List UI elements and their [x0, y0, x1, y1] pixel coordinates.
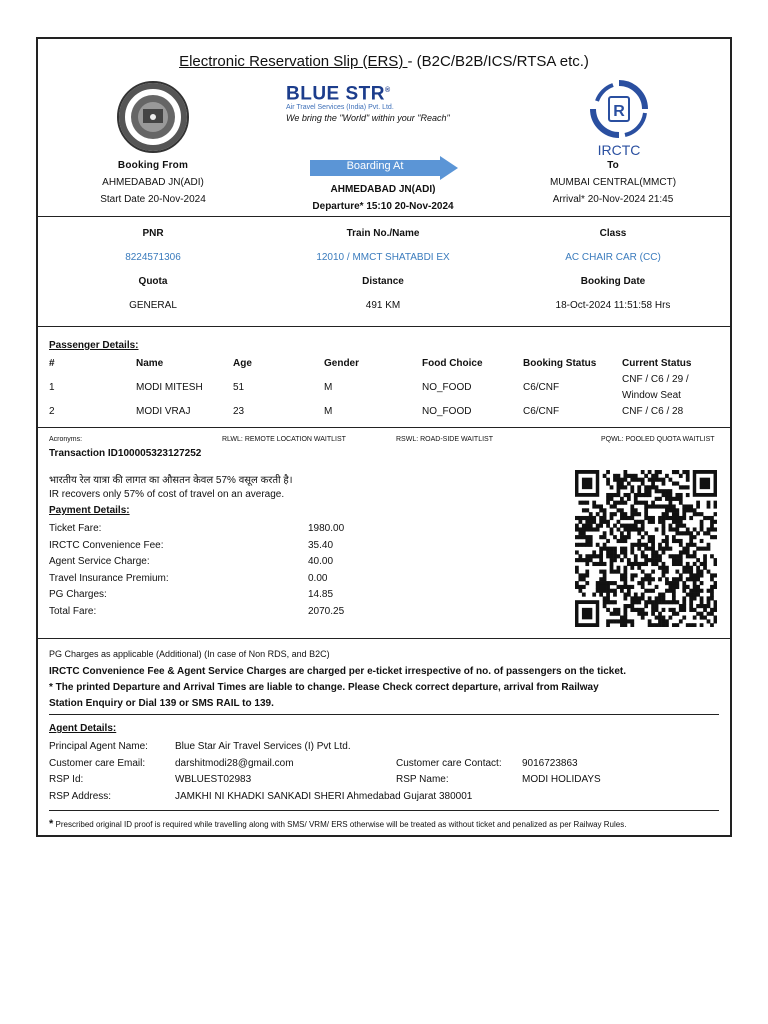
col-booking-status: Booking Status — [523, 358, 597, 369]
bluestar-name-tail: R — [370, 83, 386, 105]
bluestar-tagline: We bring the "World" within your "Reach" — [286, 113, 450, 124]
times-note-1: * The printed Departure and Arrival Times are liable to change. Please Check correct departure, arrival from Railway — [49, 682, 599, 693]
hindi-note: भारतीय रेल यात्रा की लागत का औसतन केवल 57% वसूल करती है। — [49, 475, 293, 486]
distance-value: 491 KM — [365, 300, 401, 311]
train-block — [273, 222, 493, 318]
class-value: AC CHAIR CAR (CC) — [565, 252, 661, 263]
contact-label: Customer care Contact: — [396, 757, 502, 769]
passenger-age: 51 — [233, 382, 245, 393]
col-name: Name — [136, 358, 164, 369]
passenger-food: NO_FOOD — [422, 382, 472, 393]
fee-note: IRCTC Convenience Fee & Agent Service Charges are charged per e-ticket irrespective of no. of passengers on the ticket. — [49, 666, 627, 677]
passenger-name: MODI MITESH — [136, 382, 203, 393]
agent-heading: Agent Details: — [49, 723, 117, 734]
footer-text: Prescribed original ID proof is required while travelling along with SMS/ VRM/ ERS otherwise will be treated as without ticket and penalized as per Railway Rules. — [55, 820, 627, 829]
arrival-time: Arrival* 20-Nov-2024 21:45 — [552, 194, 674, 205]
payment-row — [49, 571, 369, 588]
payment-row — [49, 587, 369, 604]
pnr-value: 8224571306 — [125, 252, 181, 263]
passenger-row — [49, 406, 729, 420]
pnr-block — [53, 222, 253, 318]
payment-label: PG Charges: — [49, 589, 107, 600]
rsp-address-label: RSP Address: — [49, 790, 112, 802]
booking-from-label: Booking From — [117, 160, 189, 171]
acronym-rlwl: RLWL: REMOTE LOCATION WAITLIST — [222, 436, 346, 443]
passenger-booking-status: C6/CNF — [523, 382, 560, 393]
passenger-seat-pref: Window Seat — [622, 390, 681, 401]
col-no: # — [49, 358, 55, 369]
passenger-food: NO_FOOD — [422, 406, 472, 417]
booking-from-block — [58, 157, 248, 208]
title-underlined: Electronic Reservation Slip (ERS) — [179, 53, 408, 70]
payment-label: Travel Insurance Premium: — [49, 572, 169, 584]
contact-value: 9016723863 — [522, 757, 578, 769]
col-gender: Gender — [324, 358, 360, 369]
departure-time: Departure* 15:10 20-Nov-2024 — [312, 201, 454, 212]
irctc-logo — [583, 79, 655, 156]
payment-row — [49, 554, 369, 571]
svg-text:R: R — [613, 103, 625, 120]
payment-value: 14.85 — [308, 589, 334, 600]
payment-row — [49, 604, 369, 621]
acronym-pqwl: PQWL: POOLED QUOTA WAITLIST — [601, 436, 715, 443]
rsp-id-label: RSP Id: — [49, 774, 84, 785]
footer-note — [49, 818, 626, 830]
start-date: Start Date 20-Nov-2024 — [100, 194, 206, 205]
pg-note: PG Charges as applicable (Additional) (In case of Non RDS, and B2C) — [49, 649, 330, 659]
rsp-name-value: MODI HOLIDAYS — [522, 774, 601, 785]
to-label: To — [607, 160, 619, 171]
class-label: Class — [599, 228, 627, 239]
bluestar-logo: BLUE STR® Air Travel Services (India) Pvt. Ltd. We bring the "World" within your "Reach" — [286, 81, 506, 123]
boarding-block — [278, 181, 488, 215]
irctc-emblem-icon — [589, 79, 649, 139]
english-note: IR recovers only 57% of cost of travel on an average. — [49, 489, 285, 500]
col-age: Age — [233, 358, 252, 369]
passenger-current-status: CNF / C6 / 28 — [622, 406, 684, 417]
passenger-no: 2 — [49, 406, 55, 417]
principal-value: Blue Star Air Travel Services (I) Pvt Ltd. — [175, 741, 351, 752]
booking-date-label: Booking Date — [580, 276, 646, 287]
train-value: 12010 / MMCT SHATABDI EX — [316, 252, 450, 263]
train-label: Train No./Name — [346, 228, 420, 239]
payment-value: 40.00 — [308, 556, 334, 567]
boarding-label: Boarding At — [346, 160, 404, 172]
from-station: AHMEDABAD JN(ADI) — [102, 177, 204, 188]
payment-list — [49, 521, 369, 620]
bluestar-name: BLUE ST — [286, 83, 371, 105]
passenger-header-row — [49, 358, 729, 372]
rsp-address-value: JAMKHI NI KHADKI SANKADI SHERI Ahmedabad Gujarat 380001 — [175, 790, 473, 802]
quota-label: Quota — [138, 276, 168, 287]
email-label: Customer care Email: — [49, 757, 146, 769]
distance-label: Distance — [362, 276, 404, 287]
email-value: darshitmodi28@gmail.com — [175, 757, 294, 769]
divider — [38, 427, 730, 428]
passenger-booking-status: C6/CNF — [523, 406, 560, 417]
title-rest: - (B2C/B2B/ICS/RTSA etc.) — [407, 53, 589, 70]
divider — [38, 326, 730, 327]
divider — [49, 714, 719, 715]
quota-value: GENERAL — [129, 300, 177, 311]
irctc-text: IRCTC — [597, 142, 641, 158]
acronyms-label: Acronyms: — [49, 436, 83, 443]
pnr-label: PNR — [142, 228, 164, 239]
footer-star: * — [49, 818, 54, 830]
to-station: MUMBAI CENTRAL(MMCT) — [549, 177, 677, 188]
col-food: Food Choice — [422, 358, 483, 369]
payment-value: 35.40 — [308, 539, 334, 551]
bluestar-sub: Air Travel Services (India) Pvt. Ltd. — [286, 104, 394, 112]
divider — [49, 810, 719, 811]
payment-value: 2070.25 — [308, 605, 345, 617]
rsp-id-value: WBLUEST02983 — [175, 774, 252, 785]
payment-label: Total Fare: — [49, 605, 97, 617]
col-current-status: Current Status — [622, 358, 692, 369]
transaction-id: Transaction ID100005323127252 — [49, 448, 202, 459]
payment-label: Agent Service Charge: — [49, 556, 150, 567]
passenger-heading: Passenger Details: — [49, 340, 139, 351]
class-block — [513, 222, 713, 318]
acronym-rswl: RSWL: ROAD-SIDE WAITLIST — [396, 436, 493, 443]
passenger-gender: M — [324, 382, 333, 393]
passenger-age: 23 — [233, 406, 245, 417]
booking-date-value: 18-Oct-2024 11:51:58 Hrs — [555, 300, 671, 311]
payment-label: IRCTC Convenience Fee: — [49, 539, 164, 551]
indian-railways-logo — [115, 79, 191, 155]
passenger-current-status: CNF / C6 / 29 / — [622, 374, 689, 385]
boarding-station: AHMEDABAD JN(ADI) — [330, 184, 436, 195]
payment-row — [49, 521, 369, 538]
agent-details — [49, 739, 729, 809]
document-title — [38, 53, 730, 70]
qr-code — [575, 470, 717, 627]
passenger-gender: M — [324, 406, 333, 417]
payment-row — [49, 538, 369, 555]
principal-label: Principal Agent Name: — [49, 741, 148, 752]
passenger-name: MODI VRAJ — [136, 406, 191, 417]
ers-document — [36, 37, 732, 837]
payment-label: Ticket Fare: — [49, 523, 102, 534]
payment-value: 1980.00 — [308, 523, 345, 534]
payment-value: 0.00 — [308, 572, 328, 584]
divider — [38, 638, 730, 639]
to-block — [518, 157, 708, 208]
passenger-no: 1 — [49, 382, 55, 393]
rsp-name-label: RSP Name: — [396, 774, 449, 785]
payment-heading: Payment Details: — [49, 505, 130, 516]
divider — [38, 216, 730, 217]
times-note-2: Station Enquiry or Dial 139 or SMS RAIL to 139. — [49, 698, 274, 709]
